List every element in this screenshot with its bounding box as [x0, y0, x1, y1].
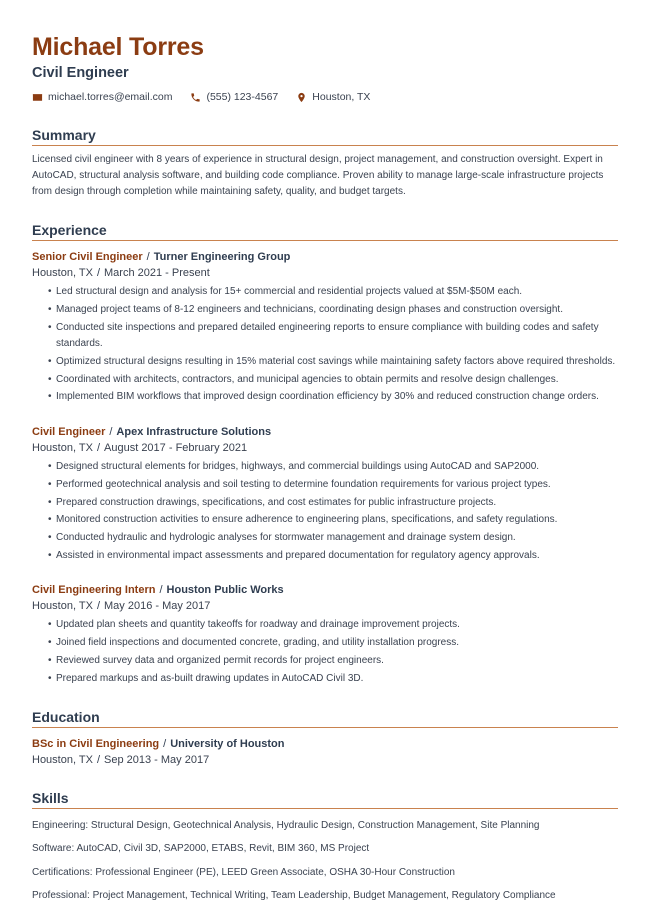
job-organization: Houston Public Works	[166, 584, 284, 597]
summary-heading: Summary	[32, 127, 618, 146]
job-title: Civil Engineering Intern	[32, 584, 156, 597]
job-organization: Apex Infrastructure Solutions	[116, 425, 272, 438]
contact-email-text: michael.torres@email.com	[48, 91, 173, 103]
job-dates: March 2021 - Present	[104, 267, 210, 279]
contact-location-text: Houston, TX	[312, 91, 371, 103]
separator: /	[159, 584, 163, 597]
job-entry	[32, 582, 618, 687]
education-dates: Sep 2013 - May 2017	[104, 754, 210, 767]
job-meta	[32, 265, 618, 281]
contact-email[interactable]	[32, 91, 172, 103]
skill-line-engineering: Engineering: Structural Design, Geotechnical Analysis, Hydraulic Design, Construction Management, Site Planning	[32, 819, 540, 831]
job-title: Civil Engineer	[32, 425, 106, 438]
skills-heading: Skills	[32, 790, 618, 809]
job-heading	[32, 424, 618, 440]
skill-line-professional: Professional: Project Management, Technical Writing, Team Leadership, Budget Management, Regulatory Compliance	[32, 890, 556, 902]
resume-header	[32, 32, 618, 105]
job-heading	[32, 249, 618, 265]
contact-phone-text: (555) 123-4567	[206, 91, 279, 103]
bullet-item: • Optimized structural designs resulting in 15% material cost savings while maintaining safety factors above required thresholds.	[48, 354, 618, 371]
bullet-item: • Prepared construction drawings, specifications, and cost estimates for public infrastructure projects.	[48, 495, 618, 512]
bullet-item: • Joined field inspections and documented concrete, grading, and utility installation progress.	[48, 635, 618, 652]
job-location: Houston, TX	[32, 441, 93, 454]
job-bullets	[32, 284, 618, 406]
bullet-item: • Assisted in environmental impact assessments and prepared documentation for regulatory agency approvals.	[48, 548, 618, 565]
experience-heading: Experience	[32, 222, 618, 241]
job-entry	[32, 249, 618, 406]
bullet-item: • Updated plan sheets and quantity takeoffs for roadway and drainage improvement projects.	[48, 617, 618, 634]
job-dates: August 2017 - February 2021	[104, 441, 248, 454]
phone-icon	[190, 92, 201, 103]
candidate-name: Michael Torres	[32, 33, 204, 61]
school: University of Houston	[170, 738, 285, 751]
job-meta	[32, 598, 618, 614]
job-location: Houston, TX	[32, 600, 93, 613]
bullet-item: • Monitored construction activities to ensure adherence to engineering plans, specifications, and safety regulations.	[48, 512, 618, 529]
summary-section	[32, 127, 618, 200]
bullet-item: • Performed geotechnical analysis and soil testing to determine foundation requirements for various project types.	[48, 477, 618, 494]
bullet-item: • Implemented BIM workflows that improved design coordination efficiency by 30% and reduced construction change orders.	[48, 389, 618, 406]
contact-phone[interactable]	[190, 91, 278, 103]
degree: BSc in Civil Engineering	[32, 738, 160, 751]
separator: /	[146, 251, 150, 263]
job-bullets	[32, 617, 618, 687]
separator: /	[109, 425, 113, 438]
bullet-item: • Conducted site inspections and prepared detailed engineering reports to ensure compliance with building codes and safety standards.	[48, 320, 618, 353]
job-bullets	[32, 459, 618, 564]
candidate-role: Civil Engineer	[32, 65, 129, 81]
education-location: Houston, TX	[32, 754, 93, 767]
separator: /	[96, 441, 101, 454]
education-meta	[32, 752, 618, 768]
skills-section	[32, 790, 618, 903]
contact-location	[296, 91, 370, 103]
job-title: Senior Civil Engineer	[32, 251, 143, 263]
experience-section	[32, 222, 618, 687]
bullet-item: • Led structural design and analysis for 15+ commercial and residential projects valued at $5M-$50M each.	[48, 284, 618, 301]
bullet-item: • Designed structural elements for bridges, highways, and commercial buildings using AutoCAD and SAP2000.	[48, 459, 618, 476]
education-entry	[32, 736, 618, 768]
bullet-item: • Coordinated with architects, contractors, and municipal agencies to obtain permits and resolve design challenges.	[48, 372, 618, 389]
separator: /	[163, 738, 167, 751]
job-entry	[32, 424, 618, 564]
bullet-item: • Prepared markups and as-built drawing updates in AutoCAD Civil 3D.	[48, 671, 618, 688]
resume-page	[32, 32, 618, 903]
location-pin-icon	[296, 92, 307, 103]
education-section	[32, 709, 618, 768]
summary-text: Licensed civil engineer with 8 years of experience in structural design, project management, and construction oversight. Expert in AutoCAD, structural analysis software, and building code compliance. Proven ability to manage large-scale infrastructure projects from design through completion while maintaining safety, quality, and budget targets.	[32, 154, 604, 197]
separator: /	[96, 267, 101, 279]
contact-row	[32, 89, 618, 105]
education-heading: Education	[32, 709, 618, 728]
separator: /	[96, 600, 101, 613]
bullet-item: • Managed project teams of 8-12 engineers and technicians, coordinating design phases and construction oversight.	[48, 302, 618, 319]
skill-line-software: Software: AutoCAD, Civil 3D, SAP2000, ETABS, Revit, BIM 360, MS Project	[32, 843, 370, 855]
job-organization: Turner Engineering Group	[153, 251, 291, 263]
job-dates: May 2016 - May 2017	[104, 600, 211, 613]
skill-line-certifications: Certifications: Professional Engineer (PE), LEED Green Associate, OSHA 30-Hour Construction	[32, 866, 455, 878]
job-location: Houston, TX	[32, 267, 93, 279]
separator: /	[96, 754, 101, 767]
envelope-icon	[32, 92, 43, 103]
bullet-item: • Reviewed survey data and organized permit records for project engineers.	[48, 653, 618, 670]
bullet-item: • Conducted hydraulic and hydrologic analyses for stormwater management and drainage system design.	[48, 530, 618, 547]
job-heading	[32, 582, 618, 598]
education-heading-line	[32, 736, 618, 752]
job-meta	[32, 440, 618, 456]
